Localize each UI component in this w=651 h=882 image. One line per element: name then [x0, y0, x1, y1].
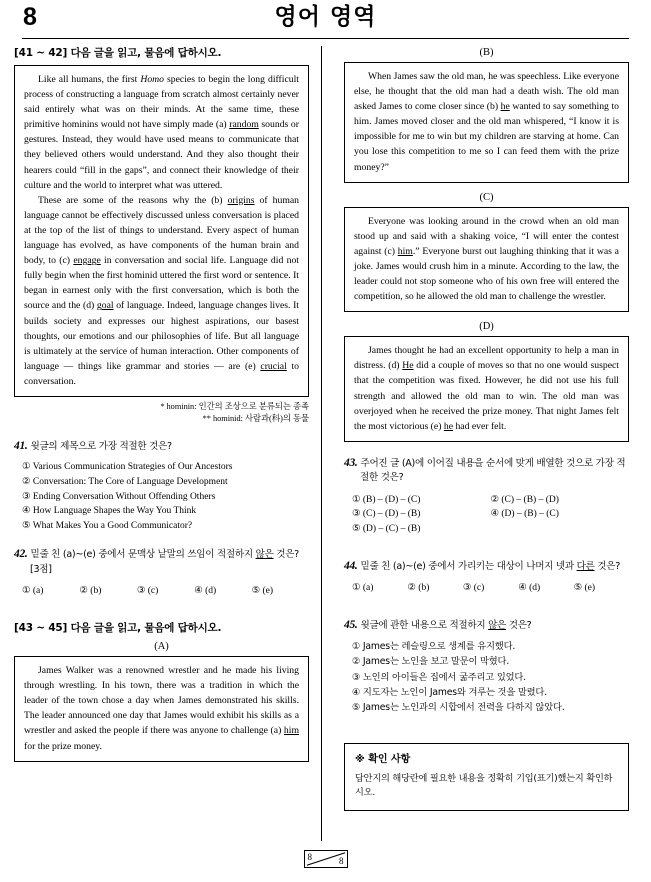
passage-d-label: (D)	[479, 321, 494, 333]
two-column-body	[14, 46, 637, 846]
passage-b	[344, 62, 629, 183]
column-divider	[321, 46, 322, 841]
page-footer	[0, 850, 651, 876]
choice-option[interactable]: ③ (c)	[136, 586, 159, 597]
subject-title: 영어 영역	[274, 4, 377, 30]
passage-d	[344, 336, 629, 442]
choice-option[interactable]: ④ 지도자는 노인이 James와 겨루는 것을 말렸다.	[352, 686, 547, 698]
choice-option[interactable]: ⑤ What Makes You a Good Communicator?	[22, 520, 193, 531]
question-45-choices	[344, 639, 629, 715]
question-44-text: 밑줄 친 (a)~(e) 중에서 가리키는 대상이 나머지 넷과 다른 것은?	[360, 560, 621, 572]
instruction-41-42: [41 ~ 42] 다음 글을 읽고, 물음에 답하시오.	[14, 47, 222, 59]
question-45-stem	[344, 618, 629, 634]
question-43-number: 43.	[344, 456, 358, 469]
passage-c	[344, 207, 629, 313]
choice-option[interactable]: ④ How Language Shapes the Way You Think	[22, 506, 197, 517]
choice-option[interactable]: ⑤ (e)	[573, 583, 596, 594]
passage-c-label: (C)	[479, 191, 494, 203]
choice-option[interactable]: ① Various Communication Strategies of Our Ancestors	[22, 462, 233, 473]
choice-option[interactable]: ④ (D) – (B) – (C)	[490, 509, 559, 520]
passage-paragraph: When James saw the old man, he was speechless. Like everyone else, he thought that the old man had a death wish. The old man asked James to come closer since (b) he wanted to say something to him. James moved closer and the old man whispered, “I know it is impossible for me to win but my children are starving at home. Can you lose this competition to me so I can feed them with the prize money?”	[354, 71, 619, 173]
choice-option[interactable]: ⑤ (D) – (C) – (B)	[352, 523, 421, 534]
choice-option[interactable]: ② (b)	[79, 586, 102, 597]
choice-option[interactable]: ① (a)	[352, 583, 374, 594]
question-44-choices	[344, 581, 629, 596]
choice-option[interactable]: ⑤ (e)	[251, 586, 274, 597]
question-45	[344, 618, 629, 716]
question-43-choices	[344, 493, 629, 537]
page-header	[14, 0, 637, 40]
question-42-text: 밑줄 친 (a)~(e) 중에서 문맥상 낱말의 쓰임이 적절하지 않은 것은? [3점]	[30, 549, 299, 575]
choice-option[interactable]: ③ 노인의 아이들은 집에서 굶주리고 있었다.	[352, 671, 526, 683]
choice-option[interactable]: ③ (c)	[462, 583, 485, 594]
header-divider-rule	[22, 38, 629, 39]
question-42-stem	[14, 547, 309, 577]
passage-a	[14, 656, 309, 762]
passage-41-42	[14, 65, 309, 397]
instruction-43-45: [43 ~ 45] 다음 글을 읽고, 물음에 답하시오.	[14, 622, 222, 635]
choice-option[interactable]: ⑤ James는 노인과의 시합에서 전력을 다하지 않았다.	[352, 701, 565, 713]
notice-text: 답안지의 해당란에 필요한 내용을 정확히 기입(표기)했는지 확인하시오.	[355, 773, 613, 799]
page-number-box	[304, 850, 348, 868]
question-44	[344, 559, 629, 596]
question-44-stem	[344, 559, 629, 575]
choice-option[interactable]: ③ (C) – (D) – (B)	[352, 509, 421, 520]
question-42	[14, 547, 309, 599]
footnote-hominin: * hominin: 인간의 조상으로 분류되는 종족	[160, 401, 309, 411]
question-44-number: 44.	[344, 559, 358, 572]
question-41-text: 윗글의 제목으로 가장 적절한 것은?	[30, 440, 172, 452]
question-43	[344, 456, 629, 537]
passage-paragraph: These are some of the reasons why the (b) origins of human language cannot be effectively discussed unless conversation is placed at the top of the list of things to understand. Every aspect of human language has evolved, as have components of the human brain and body, to (c) engage in conversation and social life. Language did not fully begin when the first hominid uttered the first word or sentence. It began in earnest only with the first conversation, which is both the source and the (d) goal of language. Indeed, language changes lives. It builds society and expresses our highest aspirations, our basest thoughts, our emotions and our philosophies of life. But all language is ultimately at the service of human interaction. Other components of language — things like grammar and stories — are (e) crucial to conversation.	[24, 194, 300, 387]
footnote-hominid: ** hominid: 사람과(科)의 동물	[202, 413, 309, 423]
passage-paragraph: James thought he had an excellent opportunity to help a man in distress. (d) He did a couple of moves so that no one would suspect that the competition was fixed. However, he did not use his full strength and allowed the old man to win. The old man was overjoyed when he received the prize money. That night James felt the most victorious (e) he had ever felt.	[354, 345, 620, 432]
question-43-text: 주어진 글 (A)에 이어질 내용을 순서에 맞게 배열한 것으로 가장 적절한 것은?	[360, 457, 626, 484]
question-43-stem	[344, 456, 629, 486]
page-number-top: 8	[23, 3, 37, 31]
question-41-choices	[14, 460, 309, 533]
confirmation-notice-box	[344, 743, 629, 811]
notice-title: ※ 확인 사항	[355, 754, 411, 766]
question-41	[14, 439, 309, 533]
question-41-stem	[14, 439, 309, 455]
choice-option[interactable]: ② (b)	[407, 583, 430, 594]
page-number-footer-left: 8	[307, 852, 312, 862]
choice-option[interactable]: ④ (d)	[518, 583, 541, 594]
choice-option[interactable]: ① (B) – (D) – (C)	[352, 494, 421, 505]
choice-option[interactable]: ③ Ending Conversation Without Offending Others	[22, 491, 216, 502]
right-column	[328, 46, 629, 846]
question-45-number: 45.	[344, 618, 358, 631]
choice-option[interactable]: ② Conversation: The Core of Language Development	[22, 477, 228, 488]
question-42-choices	[14, 584, 309, 599]
passage-footnotes	[14, 401, 309, 425]
page-number-footer-right: 8	[339, 856, 344, 866]
question-45-text: 윗글에 관한 내용으로 적절하지 않은 것은?	[360, 619, 532, 631]
choice-option[interactable]: ① James는 레슬링으로 생계를 유지했다.	[352, 641, 516, 653]
passage-paragraph: Like all humans, the first Homo species to begin the long difficult process of constructing a language from scratch almost certainly never said entirely what was on their minds. At the same time, these primitive hominins would not have simply made (a) random sounds or gestures. Instead, they would have used means to communicate that they believed others would understand. And they also thought their hearers could “fill in the gaps”, and connect their knowledge of their culture and the world to interpret what was uttered.	[24, 74, 299, 191]
passage-paragraph: Everyone was looking around in the crowd when an old man stood up and said with a shaking voice, “I will enter the contest against (c) him.” Everyone burst out laughing thinking that it was a joke. James would crush him in a minute. According to the law, the leader could not stop someone who of his own free will entered the competition, so he allowed the old man to challenge the wrestler.	[354, 215, 619, 303]
passage-b-label: (B)	[479, 47, 494, 58]
choice-option[interactable]: ② James는 노인을 보고 말문이 막혔다.	[352, 656, 510, 668]
question-41-number: 41.	[14, 439, 28, 452]
passage-paragraph: James Walker was a renowned wrestler and he made his living through wrestling. In his town, there was a tradition in which the leader of the town chose a day when James demonstrated his skills. The leader announced one day that James would exhibit his skills as a wrestler and asked the people if there was anyone to challenge (a) him for the prize money.	[24, 665, 299, 752]
passage-a-label: (A)	[154, 641, 169, 653]
question-42-number: 42.	[14, 548, 28, 561]
choice-option[interactable]: ① (a)	[22, 586, 44, 597]
left-column	[14, 46, 315, 846]
choice-option[interactable]: ② (C) – (B) – (D)	[490, 494, 559, 505]
choice-option[interactable]: ④ (d)	[194, 586, 217, 597]
